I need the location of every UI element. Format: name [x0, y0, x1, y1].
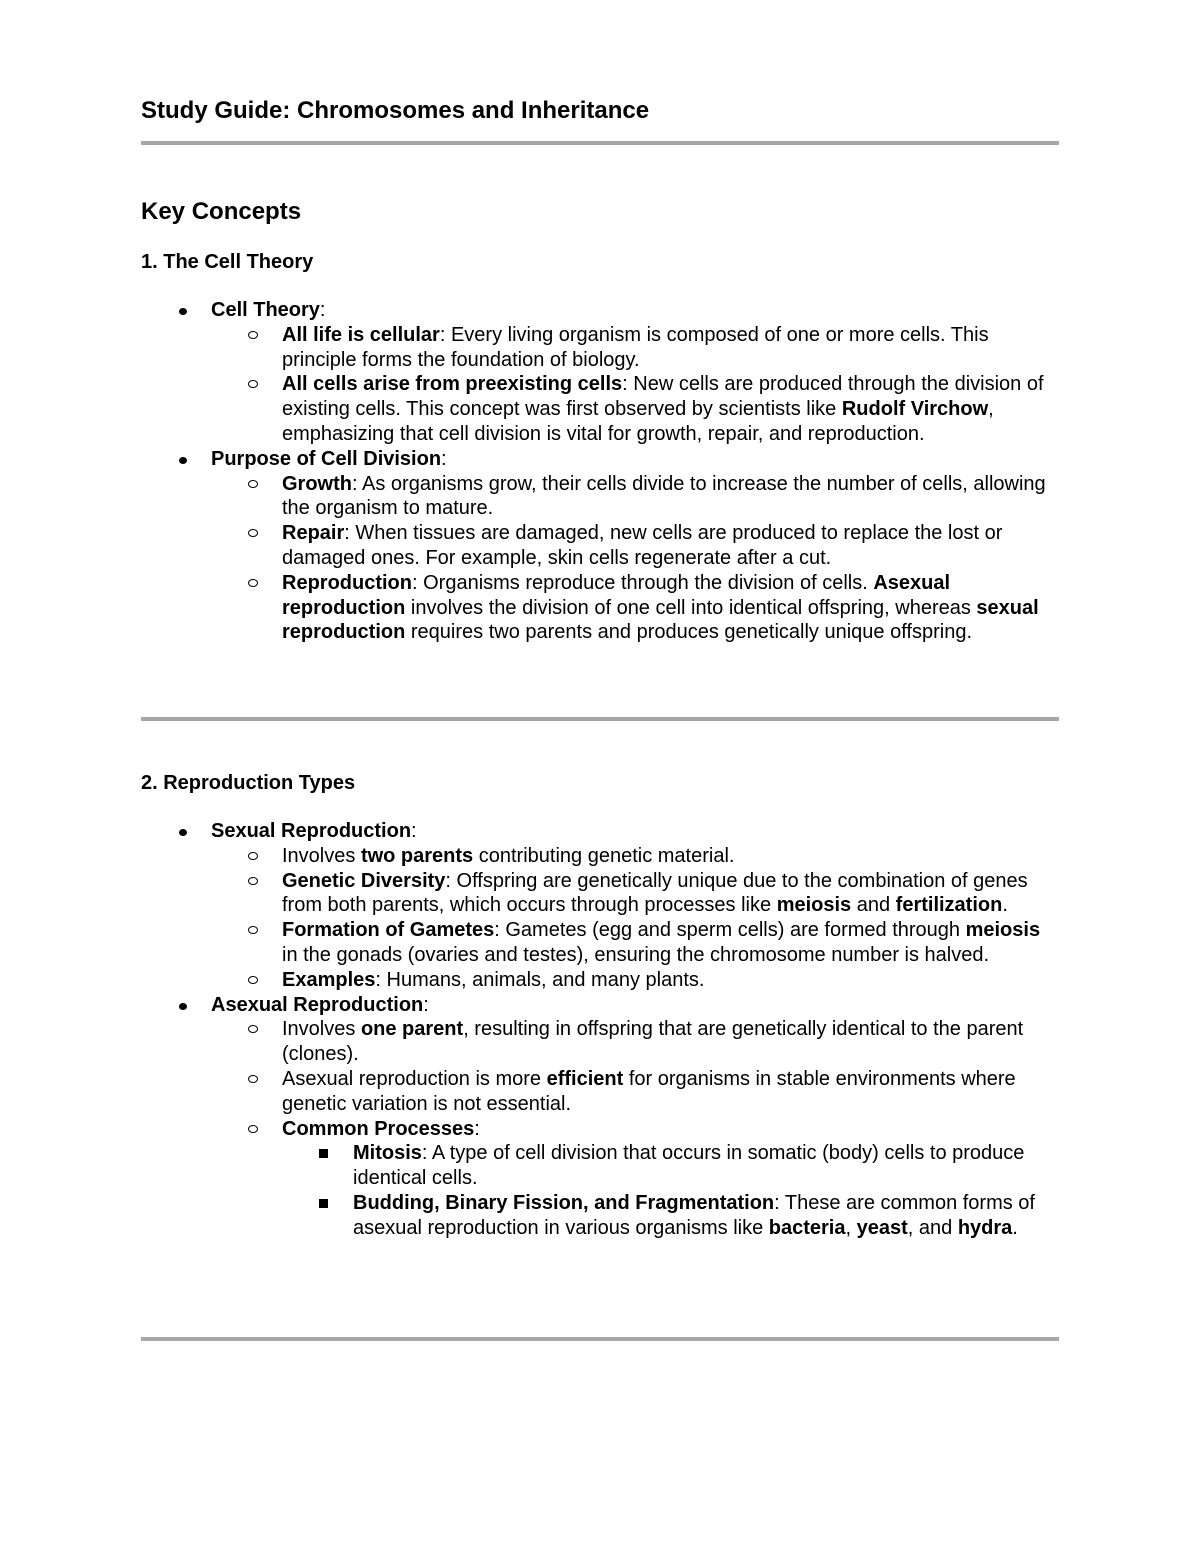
bullet-disc-icon: [179, 829, 187, 836]
bullet-disc-icon: [179, 1003, 187, 1010]
bullet-cell-theory: Cell Theory: All life is cellular: Every living organism is composed of one or more cells. This principle forms the foundation of biology. All cells arise from preexisting cells: New cells are produced through the division of existing cells. This concept was first observed by scientists like Rudolf Virchow, emphasizing that cell division is vital for growth, repair, and reproduction.: [141, 298, 1059, 447]
horizontal-rule: [141, 717, 1059, 721]
bullet-term: Purpose of Cell Division: [211, 447, 442, 470]
bullet-term: Sexual Reproduction: [211, 820, 412, 842]
bullet-circle-icon: [248, 331, 258, 339]
bullet-disc-icon: [179, 308, 187, 315]
sub-bullet-examples: Examples: Humans, animals, and many plants.: [211, 968, 1059, 993]
bullet-circle-icon: [248, 579, 258, 587]
bullet-circle-icon: [248, 976, 258, 984]
sub-bullet-growth: Growth: As organisms grow, their cells divide to increase the number of cells, allowing the organism to mature.: [211, 472, 1059, 522]
bullet-circle-icon: [248, 1125, 258, 1133]
sub-sub-bullet-budding: Budding, Binary Fission, and Fragmentation: These are common forms of asexual reproduction in various organisms like bacteria, yeast, and hydra.: [282, 1191, 1059, 1241]
sub-bullet-efficient: Asexual reproduction is more efficient for organisms in stable environments where genetic variation is not essential.: [211, 1067, 1059, 1117]
bullet-circle-icon: [248, 529, 258, 537]
bullet-circle-icon: [248, 480, 258, 488]
sub-bullet-reproduction: Reproduction: Organisms reproduce through the division of cells. Asexual reproduction involves the division of one cell into identical offspring, whereas sexual reproduction requires two parents and produces genetically unique offspring.: [211, 571, 1059, 645]
sub-bullet-common-processes: Common Processes: Mitosis: A type of cell division that occurs in somatic (body) cells to produce identical cells. Budding, Binary Fission, and Fragmentation: These are common forms of asexual reproduction in various organisms like bacteria, yeast, and hydra.: [211, 1117, 1059, 1241]
bullet-square-icon: [319, 1199, 328, 1208]
bullet-term: Cell Theory: [211, 299, 320, 321]
key-concepts-heading: Key Concepts: [141, 198, 302, 225]
sub-bullet-two-parents: Involves two parents contributing genetic material.: [211, 844, 1059, 869]
sub-bullet-all-life-cellular: All life is cellular: Every living organism is composed of one or more cells. This principle forms the foundation of biology.: [211, 323, 1059, 373]
bullet-circle-icon: [248, 380, 258, 388]
sub-bullet-preexisting-cells: All cells arise from preexisting cells: New cells are produced through the division of existing cells. This concept was first observed by scientists like Rudolf Virchow, emphasizing that cell division is vital for growth, repair, and reproduction.: [211, 372, 1059, 446]
sub-bullet-genetic-diversity: Genetic Diversity: Offspring are genetically unique due to the combination of genes from both parents, which occurs through processes like meiosis and fertilization.: [211, 869, 1059, 919]
sub-bullet-one-parent: Involves one parent, resulting in offspring that are genetically identical to the parent (clones).: [211, 1017, 1059, 1067]
cell-theory-section: [141, 298, 1059, 645]
reproduction-types-section: [141, 819, 1059, 1241]
document-title: Study Guide: Chromosomes and Inheritance: [141, 97, 650, 124]
bullet-circle-icon: [248, 1025, 258, 1033]
sub-sub-bullet-mitosis: Mitosis: A type of cell division that occurs in somatic (body) cells to produce identical cells.: [282, 1141, 1059, 1191]
bullet-term: Asexual Reproduction: [211, 993, 424, 1016]
bullet-circle-icon: [248, 1075, 258, 1083]
horizontal-rule: [141, 141, 1059, 145]
section-heading-reproduction-types: 2. Reproduction Types: [141, 772, 356, 794]
bullet-purpose-cell-division: Purpose of Cell Division: Growth: As organisms grow, their cells divide to increase the number of cells, allowing the organism to mature. Repair: When tissues are damaged, new cells are produced to replace the lost or damaged ones. For example, skin cells regenerate after a cut. Reproduction: Organisms reproduce through the division of cells. Asexual reproduction involves the division of one cell into identical offspring, whereas sexual reproduction requires two parents and produces genetically unique offspring.: [141, 447, 1059, 645]
section-heading-cell-theory: 1. The Cell Theory: [141, 251, 314, 273]
sub-bullet-formation-of-gametes: Formation of Gametes: Gametes (egg and sperm cells) are formed through meiosis in the gonads (ovaries and testes), ensuring the chromosome number is halved.: [211, 918, 1059, 968]
bullet-disc-icon: [179, 457, 187, 464]
horizontal-rule: [141, 1337, 1059, 1341]
bullet-circle-icon: [248, 852, 258, 860]
bullet-circle-icon: [248, 926, 258, 934]
bullet-circle-icon: [248, 877, 258, 885]
bullet-square-icon: [319, 1149, 328, 1158]
sub-bullet-repair: Repair: When tissues are damaged, new cells are produced to replace the lost or damaged ones. For example, skin cells regenerate after a cut.: [211, 521, 1059, 571]
bullet-asexual-reproduction: Asexual Reproduction: Involves one parent, resulting in offspring that are genetically identical to the parent (clones). Asexual reproduction is more efficient for organisms in stable environments where genetic variation is not essential. Common Processes: Mitosis: A type of cell division that occurs in somatic (body) cells to produce identical cells. Budding, Binary Fission, and Fragmentation: These are common forms of asexual reproduction in various organisms like bacteria, yeast, and hydra.: [141, 993, 1059, 1241]
bullet-sexual-reproduction: Sexual Reproduction: Involves two parents contributing genetic material. Genetic Diversity: Offspring are genetically unique due to the combination of genes from both parents, which occurs through processes like meiosis and fertilization. Formation of Gametes: Gametes (egg and sperm cells) are formed through meiosis in the gonads (ovaries and testes), ensuring the chromosome number is halved. Examples: Humans, animals, and many plants.: [141, 819, 1059, 993]
